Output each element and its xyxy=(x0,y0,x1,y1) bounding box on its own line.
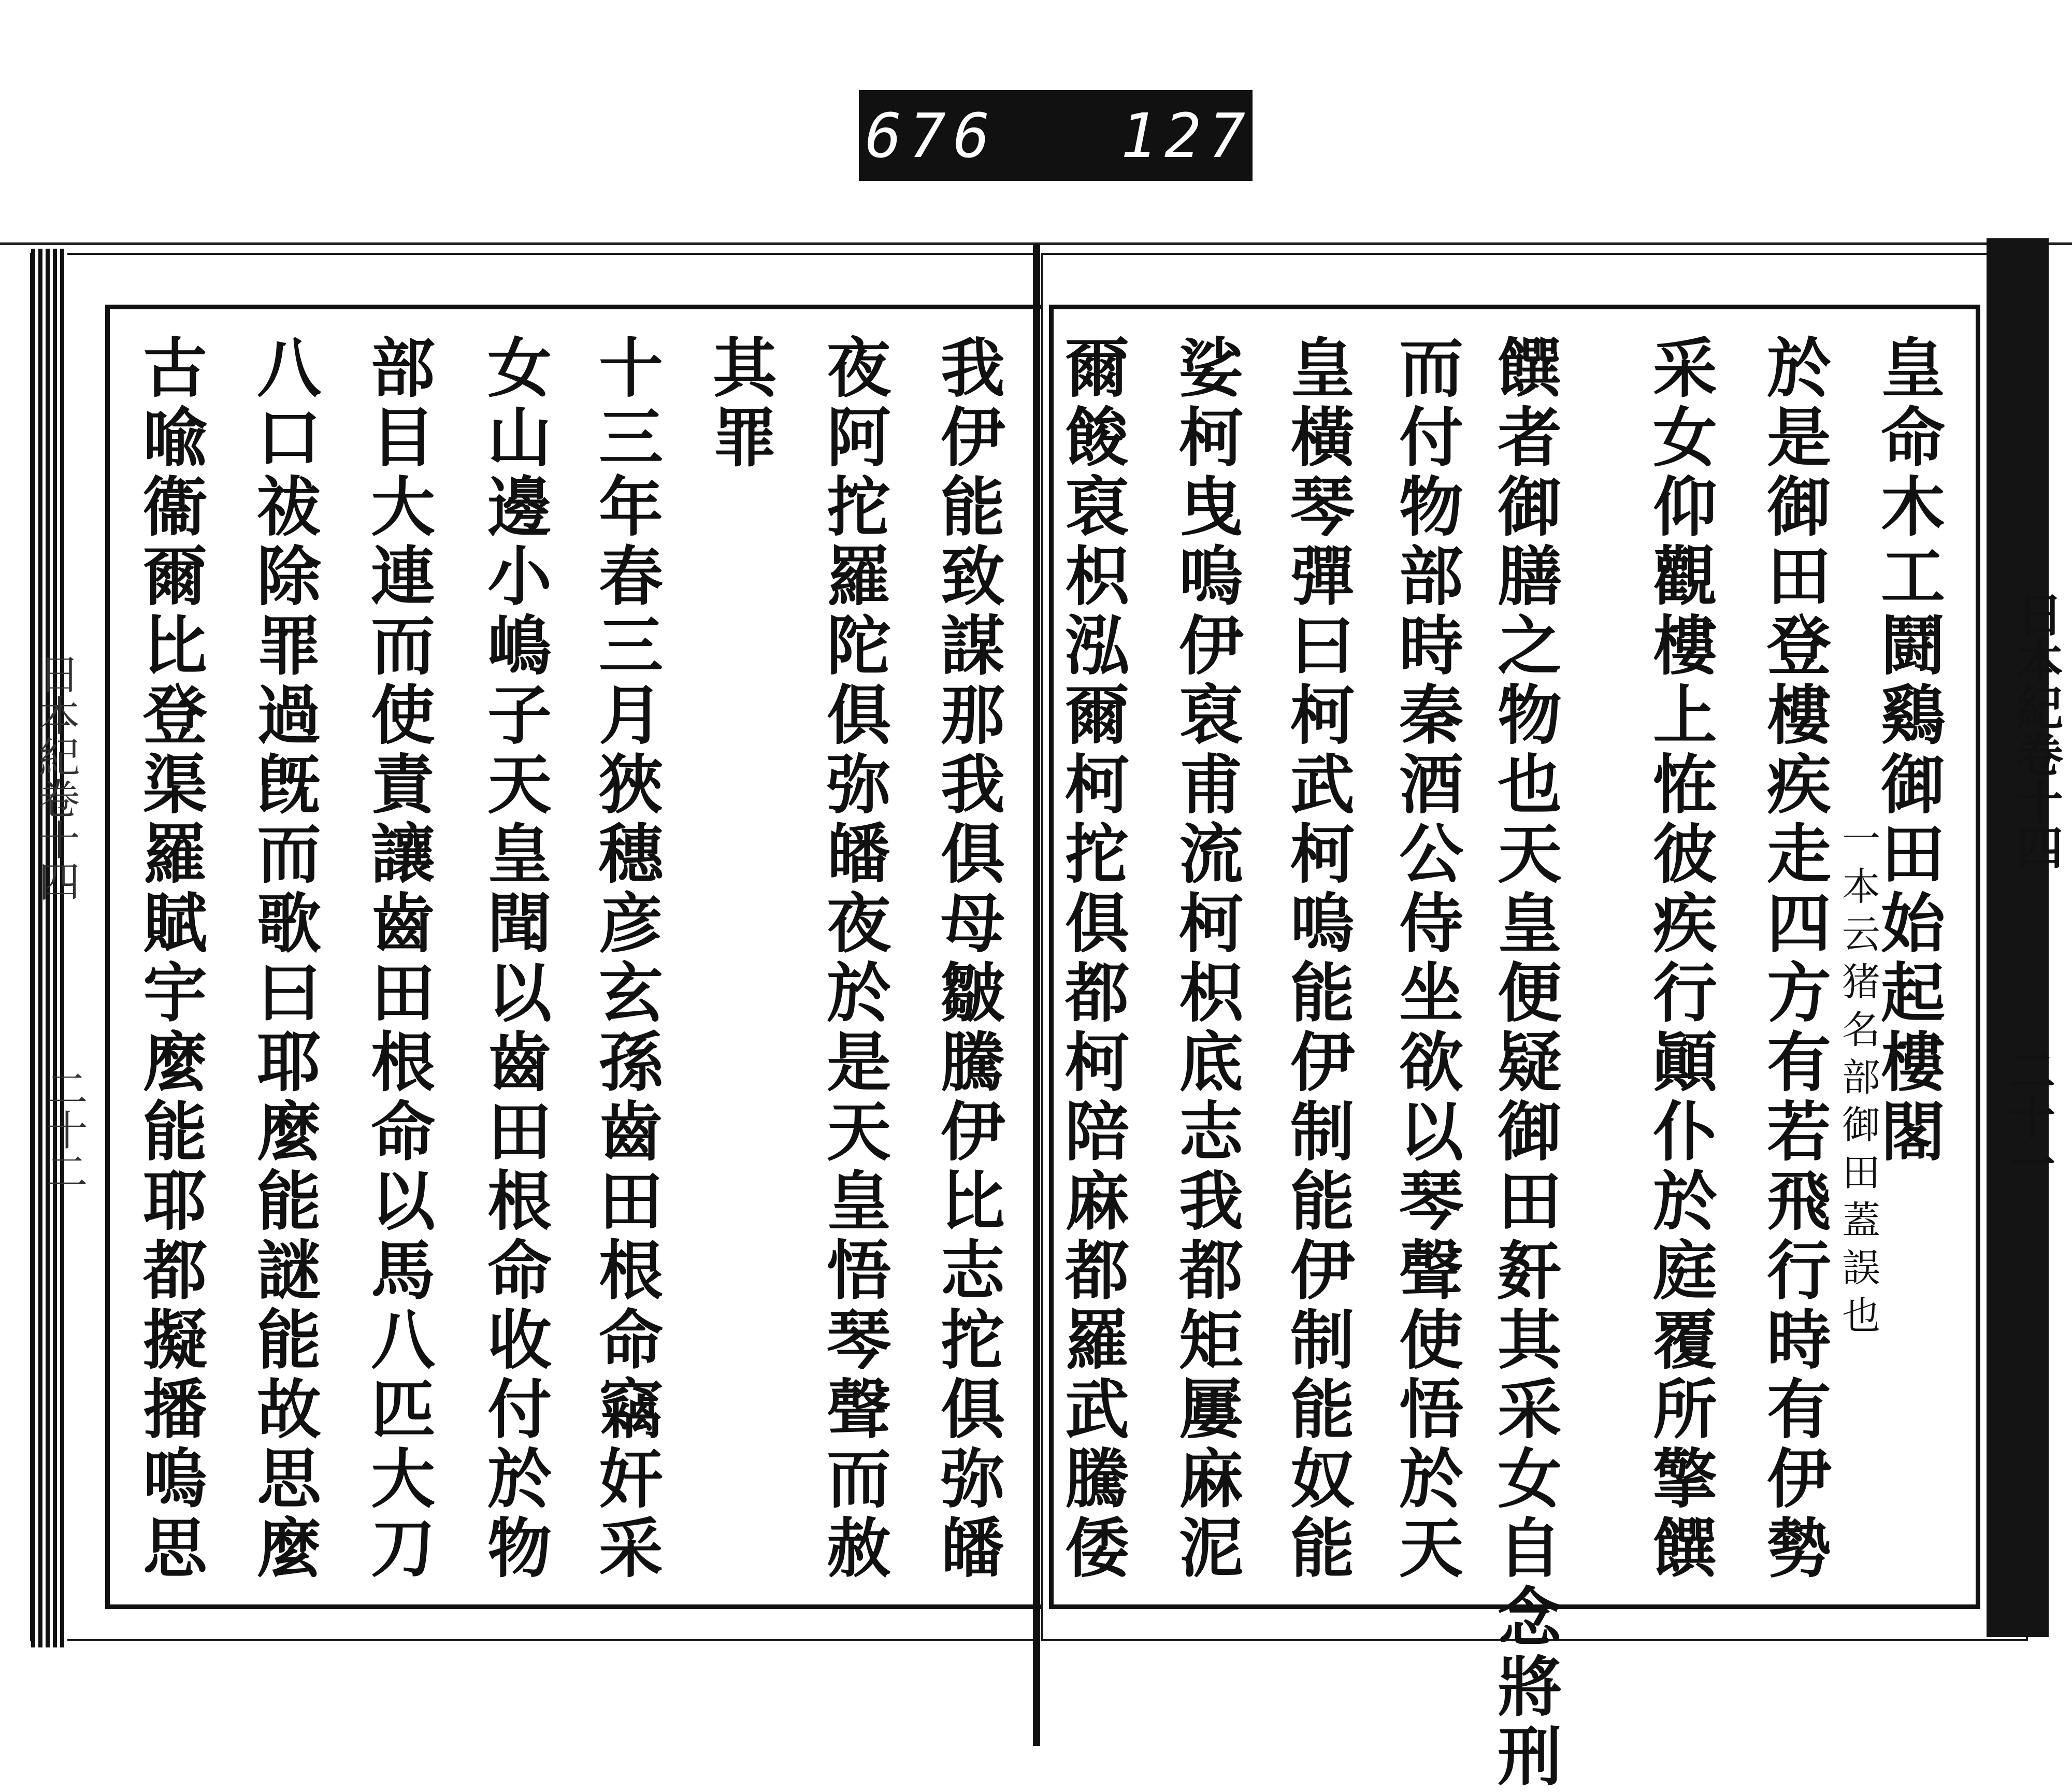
left-text-column: 十三年春三月狹穗彦玄孫齒田根命竊奸采 xyxy=(588,334,663,1584)
right-text-column: 饌者御膳之物也天皇便疑御田姧其采女自念將刑 xyxy=(1487,334,1562,1792)
right-text-column: 皇橫琴彈曰柯武柯嗚能伊制能伊制能奴能 xyxy=(1279,334,1355,1584)
right-text-column: 皇命木工鬪鷄御田始起樓閣 xyxy=(1870,334,1945,1167)
left-page-edge xyxy=(31,249,67,1647)
left-text-column: 夜阿拕羅陀俱弥皤夜於是天皇悟琴聲而赦 xyxy=(816,334,891,1584)
left-text-column: 部目大連而使責讓齒田根命以馬八匹大刀 xyxy=(360,334,435,1584)
left-text-column: 其罪 xyxy=(702,334,777,473)
right-text-column: 於是御田登樓疾走四方有若飛行時有伊勢 xyxy=(1756,334,1831,1584)
archive-label xyxy=(859,90,1297,181)
left-running-title: 日本紀卷十四 xyxy=(32,653,80,901)
left-page-number: 二十二 xyxy=(39,1067,88,1192)
left-text-column: 我伊能致謀那我俱母皺騰伊比志拕俱弥皤 xyxy=(930,334,1005,1584)
right-text-column: 娑柯曳嗚伊裒甫流柯枳底志我都矩屢麻泥 xyxy=(1168,334,1243,1584)
right-interlinear-note: 一本云猪名部御田蓋誤也 xyxy=(1836,819,1880,1343)
left-text-column: 女山邊小嶋子天皇聞以齒田根命收付於物 xyxy=(477,334,552,1584)
right-page-number: 二十一 xyxy=(2001,1046,2055,1186)
book-spine xyxy=(1033,243,1040,1746)
left-text-column: 古喩衞爾比登渠羅賦宇麼能耶都擬播嗚思 xyxy=(132,334,207,1584)
right-text-column: 采女仰觀樓上恠彼疾行顚仆於庭覆所擎饌 xyxy=(1642,334,1717,1584)
right-page-edge xyxy=(1987,238,2049,1637)
archive-label-left: 676 xyxy=(865,99,998,171)
right-text-column: 而付物部時秦酒公侍坐欲以琴聲使悟於天 xyxy=(1388,334,1463,1584)
left-text-column: 八口祓除罪過旣而歌曰耶麼能謎能故思麼 xyxy=(246,334,321,1584)
archive-label-right: 127. xyxy=(1120,99,1297,171)
right-running-title: 日本紀卷十四 xyxy=(2008,591,2063,870)
right-text-column: 爾餕裒枳泓爾柯拕俱都柯陪麻都羅武騰倭 xyxy=(1054,334,1129,1584)
